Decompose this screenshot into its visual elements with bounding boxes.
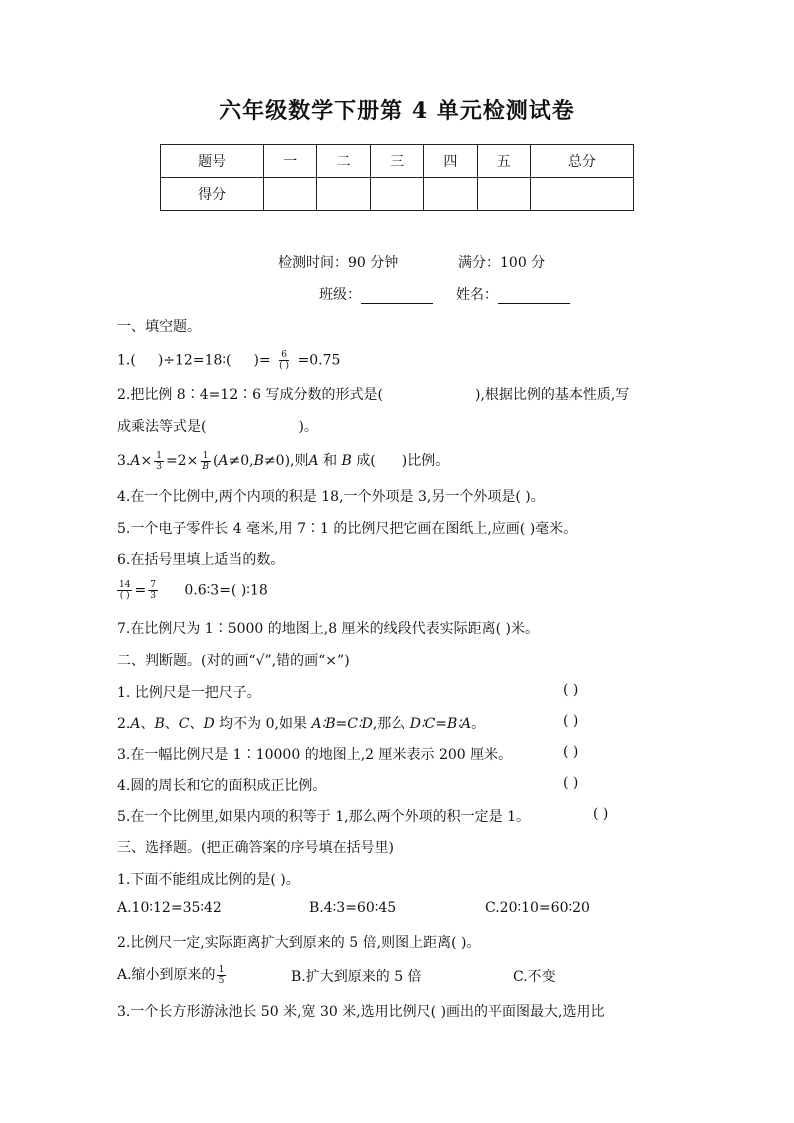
section-heading: 二、判断题。(对的画“√”,错的画“×”) (117, 653, 350, 669)
judge-item: 4.圆的周长和它的面积成正比例。 (117, 778, 327, 794)
score-cell[interactable] (424, 178, 477, 211)
question: 5.一个电子零件长 4 毫米,用 7∶1 的比例尺把它画在图纸上,应画( )毫米。 (117, 521, 578, 537)
answer-bracket[interactable]: ( ) (563, 744, 579, 760)
answer-bracket[interactable]: ( ) (593, 806, 609, 822)
question: 4.在一个比例中,两个内项的积是 18,一个外项是 3,另一个外项是( )。 (117, 489, 545, 505)
score-header-cell: 四 (424, 145, 477, 178)
question: 3.A× $\frac{1}{3}$ =2× $\frac{1}{B}$ (A≠0,B≠0),则A 和 B 成( )比例。 (117, 450, 450, 472)
judge-item: 2.A、B、C、D 均不为 0,如果 A∶B=C∶D,那么 D∶C=B∶A。 (117, 716, 486, 732)
class-field (319, 284, 433, 304)
score-cell[interactable] (370, 178, 423, 211)
score-header-cell: 总分 (530, 145, 633, 178)
fraction: $\frac{1}{B}$ (202, 450, 209, 472)
section-heading: 三、选择题。(把正确答案的序号填在括号里) (117, 840, 394, 856)
name-blank[interactable] (498, 287, 570, 304)
score-header-cell: 题号 (161, 145, 264, 178)
score-table-header-row (161, 145, 634, 178)
name-label: 姓名： (456, 287, 498, 303)
score-header-cell: 三 (370, 145, 423, 178)
answer-bracket[interactable]: ( ) (563, 682, 579, 698)
question-sub: $\frac{14}{( )}$ = $\frac{7}{3}$ 0.6∶3=( )∶18 (119, 580, 268, 601)
answer-bracket[interactable]: ( ) (563, 775, 579, 791)
fraction: $\frac{1}{5}$ (218, 964, 225, 986)
fraction: $\frac{14}{( )}$ (119, 580, 131, 601)
exam-time: 检测时间：90 分钟 (278, 255, 399, 271)
choice-option-b[interactable]: B.扩大到原来的 5 倍 (291, 969, 422, 985)
name-field (456, 284, 570, 304)
question: 2.比例尺一定,实际距离扩大到原来的 5 倍,则图上距离( )。 (117, 935, 481, 951)
score-cell[interactable] (530, 178, 633, 211)
fraction: $\frac{7}{3}$ (150, 580, 156, 601)
choice-option-a[interactable]: A.缩小到原来的 $\frac{1}{5}$ (117, 964, 225, 986)
question: 3.一个长方形游泳池长 50 米,宽 30 米,选用比例尺( )画出的平面图最大,选用比 (117, 1004, 605, 1020)
score-cell[interactable] (317, 178, 370, 211)
score-cell[interactable] (477, 178, 530, 211)
choice-option-c[interactable]: C.不变 (513, 969, 556, 985)
choice-option-b[interactable]: B.4∶3=60∶45 (309, 900, 397, 916)
question: 1.下面不能组成比例的是( )。 (117, 872, 300, 888)
question: 1.( )÷12=18∶( )= $\frac{6}{( )}$ =0.75 (117, 350, 341, 371)
question: 6.在括号里填上适当的数。 (117, 552, 285, 568)
fraction: $\frac{1}{3}$ (156, 450, 162, 472)
score-cell[interactable] (264, 178, 317, 211)
judge-item: 3.在一幅比例尺是 1∶10000 的地图上,2 厘米表示 200 厘米。 (117, 747, 513, 763)
score-header-cell: 五 (477, 145, 530, 178)
score-row-label: 得分 (161, 178, 264, 211)
judge-item: 1. 比例尺是一把尺子。 (117, 685, 261, 701)
section-heading: 一、填空题。 (117, 319, 201, 335)
score-table-score-row (161, 178, 634, 211)
exam-title: 六年级数学下册第 4 单元检测试卷 (219, 98, 575, 124)
class-label: 班级： (319, 287, 361, 303)
score-table (160, 144, 634, 211)
choice-option-a[interactable]: A.10∶12=35∶42 (117, 900, 222, 916)
fraction: $\frac{6}{( )}$ (279, 350, 290, 371)
answer-bracket[interactable]: ( ) (563, 713, 579, 729)
question: 2.把比例 8∶4=12∶6 写成分数的形式是( ),根据比例的基本性质,写 (117, 387, 630, 403)
choice-option-c[interactable]: C.20∶10=60∶20 (485, 900, 590, 916)
question: 7.在比例尺为 1∶5000 的地图上,8 厘米的线段代表实际距离( )米。 (117, 621, 539, 637)
score-header-cell: 一 (264, 145, 317, 178)
judge-item: 5.在一个比例里,如果内项的积等于 1,那么两个外项的积一定是 1。 (117, 809, 530, 825)
score-header-cell: 二 (317, 145, 370, 178)
question-continued: 成乘法等式是( )。 (117, 419, 318, 435)
full-score: 满分：100 分 (458, 255, 546, 271)
class-blank[interactable] (361, 287, 433, 304)
